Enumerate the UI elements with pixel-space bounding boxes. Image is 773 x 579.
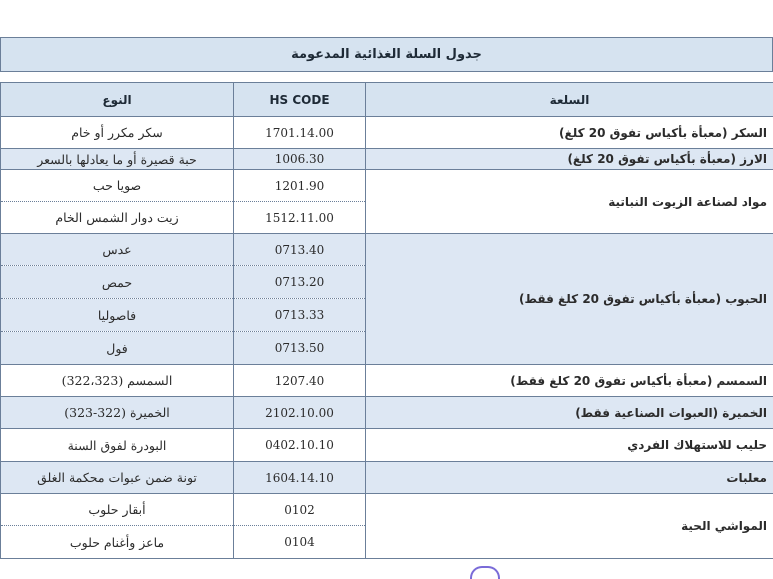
table-row [1,397,773,429]
table-row [1,365,773,397]
hs-code-cell: 0713.40 [234,234,366,266]
type-cell: عدس [1,234,234,266]
item-cell: المواشي الحية [366,494,773,559]
type-cell: فول [1,332,234,365]
hs-code-cell: 1207.40 [234,365,366,397]
item-cell: الحبوب (معبأة بأكياس تفوق 20 كلغ فقط) [366,234,773,365]
header-type: النوع [1,83,234,117]
type-cell: السمسم (322،323) [1,365,234,397]
hs-code-cell: 1701.14.00 [234,117,366,149]
header-item: السلعة [366,83,773,117]
type-cell: تونة ضمن عبوات محكمة الغلق [1,462,234,494]
type-cell: سكر مكرر أو خام [1,117,234,149]
item-cell: السكر (معبأة بأكياس تفوق 20 كلغ) [366,117,773,149]
hs-code-cell: 1604.14.10 [234,462,366,494]
hs-code-cell: 0713.33 [234,299,366,332]
table-row [1,170,773,202]
type-cell: حمص [1,266,234,299]
type-cell: الخميرة (322-323) [1,397,234,429]
table-row [1,462,773,494]
item-cell: الخميرة (العبوات الصناعية فقط) [366,397,773,429]
type-cell: ماعز وأغنام حلوب [1,526,234,559]
hs-code-cell: 1512.11.00 [234,202,366,234]
hs-code-cell: 0102 [234,494,366,526]
hs-code-cell: 0104 [234,526,366,559]
hs-code-cell: 0713.50 [234,332,366,365]
type-cell: حبة قصيرة أو ما يعادلها بالسعر [1,149,234,170]
type-cell: صويا حب [1,170,234,202]
type-cell: أبقار حلوب [1,494,234,526]
subsidized-food-basket-table [0,82,773,559]
header-row [1,83,773,117]
item-cell: الارز (معبأة بأكياس تفوق 20 كلغ) [366,149,773,170]
hs-code-cell: 0713.20 [234,266,366,299]
type-cell: فاصوليا [1,299,234,332]
hs-code-cell: 1201.90 [234,170,366,202]
table-row [1,494,773,526]
stamp-mark [470,566,500,579]
hs-code-cell: 2102.10.00 [234,397,366,429]
item-cell: مواد لصناعة الزيوت النباتية [366,170,773,234]
table-row [1,429,773,462]
hs-code-cell: 1006.30 [234,149,366,170]
table-title: جدول السلة الغذائية المدعومة [0,37,773,72]
item-cell: حليب للاستهلاك الفردي [366,429,773,462]
type-cell: البودرة لفوق السنة [1,429,234,462]
hs-code-cell: 0402.10.10 [234,429,366,462]
table-row [1,234,773,266]
type-cell: زيت دوار الشمس الخام [1,202,234,234]
item-cell: معلبات [366,462,773,494]
header-hs-code: HS CODE [234,83,366,117]
item-cell: السمسم (معبأة بأكياس تفوق 20 كلغ فقط) [366,365,773,397]
table-row [1,117,773,149]
table-row [1,149,773,170]
